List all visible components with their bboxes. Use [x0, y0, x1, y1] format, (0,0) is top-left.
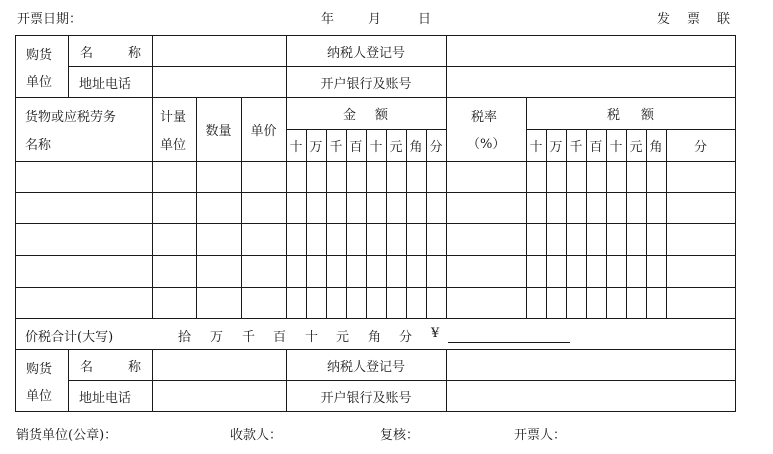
seller-name-label-1: 名 [80, 360, 94, 375]
tax-digit-hundred: 百 [589, 140, 603, 155]
total-unit-bai: 百 [273, 330, 287, 345]
total-unit-fen: 分 [399, 330, 413, 345]
seller-label-top: 购货 [26, 362, 53, 377]
amount-digit-jiao: 角 [409, 140, 423, 155]
currency-symbol: ¥ [431, 326, 440, 341]
issuer-label: 开票人： [514, 428, 567, 443]
buyer-taxpayer-label: 纳税人登记号 [326, 45, 405, 61]
amount-label-1: 金 [343, 108, 357, 123]
tax-digit-ten-thousand-hundred: 十 [529, 140, 543, 155]
amount-label-2: 额 [375, 108, 389, 123]
amount-digit-ten-thousand: 万 [309, 140, 323, 155]
goods-label-line2: 名称 [25, 138, 52, 153]
quantity-label: 数量 [205, 124, 232, 139]
issue-date-label: 开票日期： [17, 12, 83, 27]
tax-amount-label-2: 额 [641, 108, 655, 123]
payee-label: 收款人： [230, 428, 283, 443]
total-unit-shi: 拾 [178, 330, 192, 345]
tax-digit-ten: 十 [609, 140, 623, 155]
total-unit-qian: 千 [242, 330, 256, 345]
unit-label-line2: 单位 [160, 138, 187, 153]
day-label: 日 [418, 12, 432, 27]
total-label: 价税合计(大写) [25, 330, 114, 345]
buyer-label-bottom: 单位 [26, 75, 53, 90]
unit-label-line1: 计量 [160, 110, 187, 125]
amount-digit-ten-thousand-hundred: 十 [289, 140, 303, 155]
amount-digit-ten: 十 [369, 140, 383, 155]
total-unit-jiao: 角 [368, 330, 382, 345]
buyer-bank-label: 开户银行及账号 [320, 76, 412, 92]
unit-price-label: 单价 [250, 124, 277, 139]
total-unit-wan: 万 [210, 330, 224, 345]
seller-name-label-2: 称 [128, 360, 142, 375]
buyer-address-label: 地址电话 [79, 77, 132, 92]
amount-digit-hundred: 百 [349, 140, 363, 155]
goods-label-line1: 货物或应税劳务 [25, 110, 117, 125]
copy-type-2: 票 [687, 12, 701, 27]
tax-digit-thousand: 千 [569, 140, 583, 155]
copy-type-1: 发 [657, 12, 671, 27]
amount-digit-thousand: 千 [329, 140, 343, 155]
buyer-name-label-2: 称 [128, 46, 142, 61]
total-unit-yuan: 元 [336, 330, 350, 345]
seller-bank-label: 开户银行及账号 [320, 390, 412, 406]
tax-digit-jiao: 角 [649, 140, 663, 155]
amount-digit-fen: 分 [429, 140, 443, 155]
buyer-name-label-1: 名 [80, 46, 94, 61]
seller-seal-label: 销货单位(公章)： [16, 428, 118, 443]
amount-digit-yuan: 元 [389, 140, 403, 155]
reviewer-label: 复核： [380, 428, 420, 443]
tax-digit-fen: 分 [693, 140, 707, 155]
tax-amount-label-1: 税 [607, 108, 621, 123]
year-label: 年 [321, 12, 335, 27]
seller-taxpayer-label: 纳税人登记号 [326, 359, 405, 375]
tax-digit-yuan: 元 [629, 140, 643, 155]
seller-address-label: 地址电话 [79, 391, 132, 406]
tax-digit-ten-thousand: 万 [549, 140, 563, 155]
total-amount-blank[interactable] [448, 342, 570, 343]
buyer-label-top: 购货 [26, 48, 53, 63]
tax-rate-unit: （%） [467, 137, 506, 152]
month-label: 月 [368, 12, 382, 27]
tax-rate-label: 税率 [471, 110, 498, 125]
total-unit-shi-small: 十 [305, 330, 319, 345]
seller-label-bottom: 单位 [26, 389, 53, 404]
copy-type-3: 联 [717, 12, 731, 27]
